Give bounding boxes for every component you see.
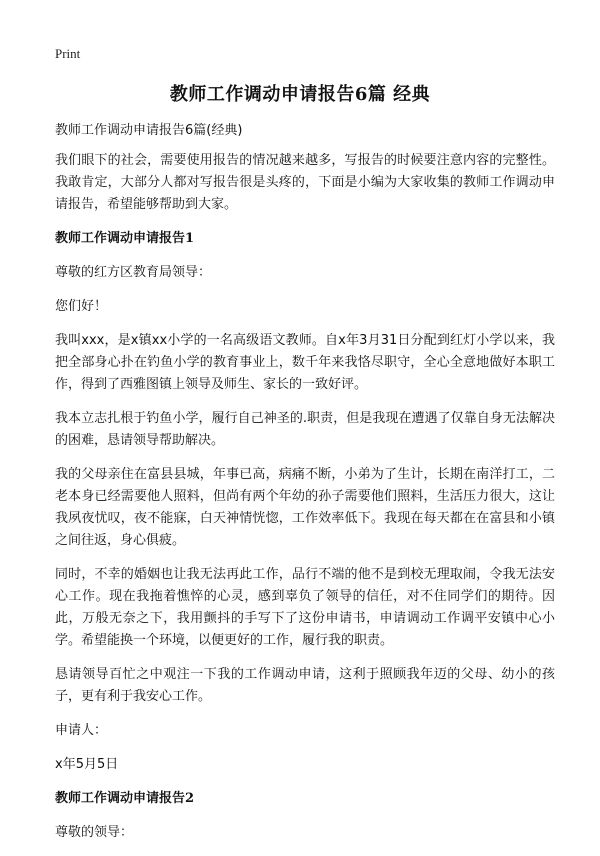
report1-paragraph-1: 我叫xxx，是x镇xx小学的一名高级语文教师。自x年3月31日分配到红灯小学以来，我把全部身心扑在钓鱼小学的教育事业上，数千年来我恪尽职守，全心全意地做好本职工作，得到了西雅图镇上领导及师生、家长的一致好评。 xyxy=(55,333,555,392)
report1-paragraph-2: 我本立志扎根于钓鱼小学，履行自己神圣的.职责，但是我现在遭遇了仅靠自身无法解决的困难，恳请领导帮助解决。 xyxy=(55,411,555,448)
report2-heading: 教师工作调动申请报告2 xyxy=(55,791,195,806)
document-title: 教师工作调动申请报告6篇 经典 xyxy=(169,84,431,105)
report1-applicant-label: 申请人： xyxy=(55,723,108,738)
report1-paragraph-5: 恳请领导百忙之中观注一下我的工作调动申请，这利于照顾我年迈的父母、幼小的孩子，更有利于我安心工作。 xyxy=(55,667,555,704)
document-lead: 教师工作调动申请报告6篇(经典) xyxy=(55,123,243,138)
report1-paragraph-4: 同时，不幸的婚姻也让我无法再此工作，品行不端的他不是到校无理取闹，令我无法安心工作。现在我拖着憔悴的心灵，感到辜负了领导的信任，对不住同学们的期待。因此，万般无奈之下，我用颤抖的手写下了这份申请书，申请调动工作调平安镇中心小学。希望能换一个环境，以便更好的工作，履行我的职责。 xyxy=(55,567,555,648)
intro-paragraph: 我们眼下的社会，需要使用报告的情况越来越多，写报告的时候要注意内容的完整性。我敢肯定，大部分人都对写报告很是头疼的，下面是小编为大家收集的教师工作调动申请报告，希望能够帮助到大家。 xyxy=(55,153,555,212)
report1-paragraph-3: 我的父母亲住在富县县城，年事已高，病痛不断，小弟为了生计，长期在南洋打工，二老本身已经需要他人照料，但尚有两个年幼的孙子需要他们照料，生活压力很大，这让我夙夜忧叹，夜不能寐，白天神情恍惚，工作效率低下。我现在每天都在在富县和小镇之间往返，身心俱疲。 xyxy=(55,467,555,548)
report1-date: x年5月5日 xyxy=(55,757,119,772)
document-body xyxy=(55,120,555,856)
report1-greeting: 您们好！ xyxy=(55,299,108,314)
report1-heading: 教师工作调动申请报告1 xyxy=(55,231,195,246)
print-label: Print xyxy=(55,46,81,61)
report2-salutation: 尊敬的领导： xyxy=(55,825,134,840)
report1-salutation: 尊敬的红方区教育局领导： xyxy=(55,265,212,280)
